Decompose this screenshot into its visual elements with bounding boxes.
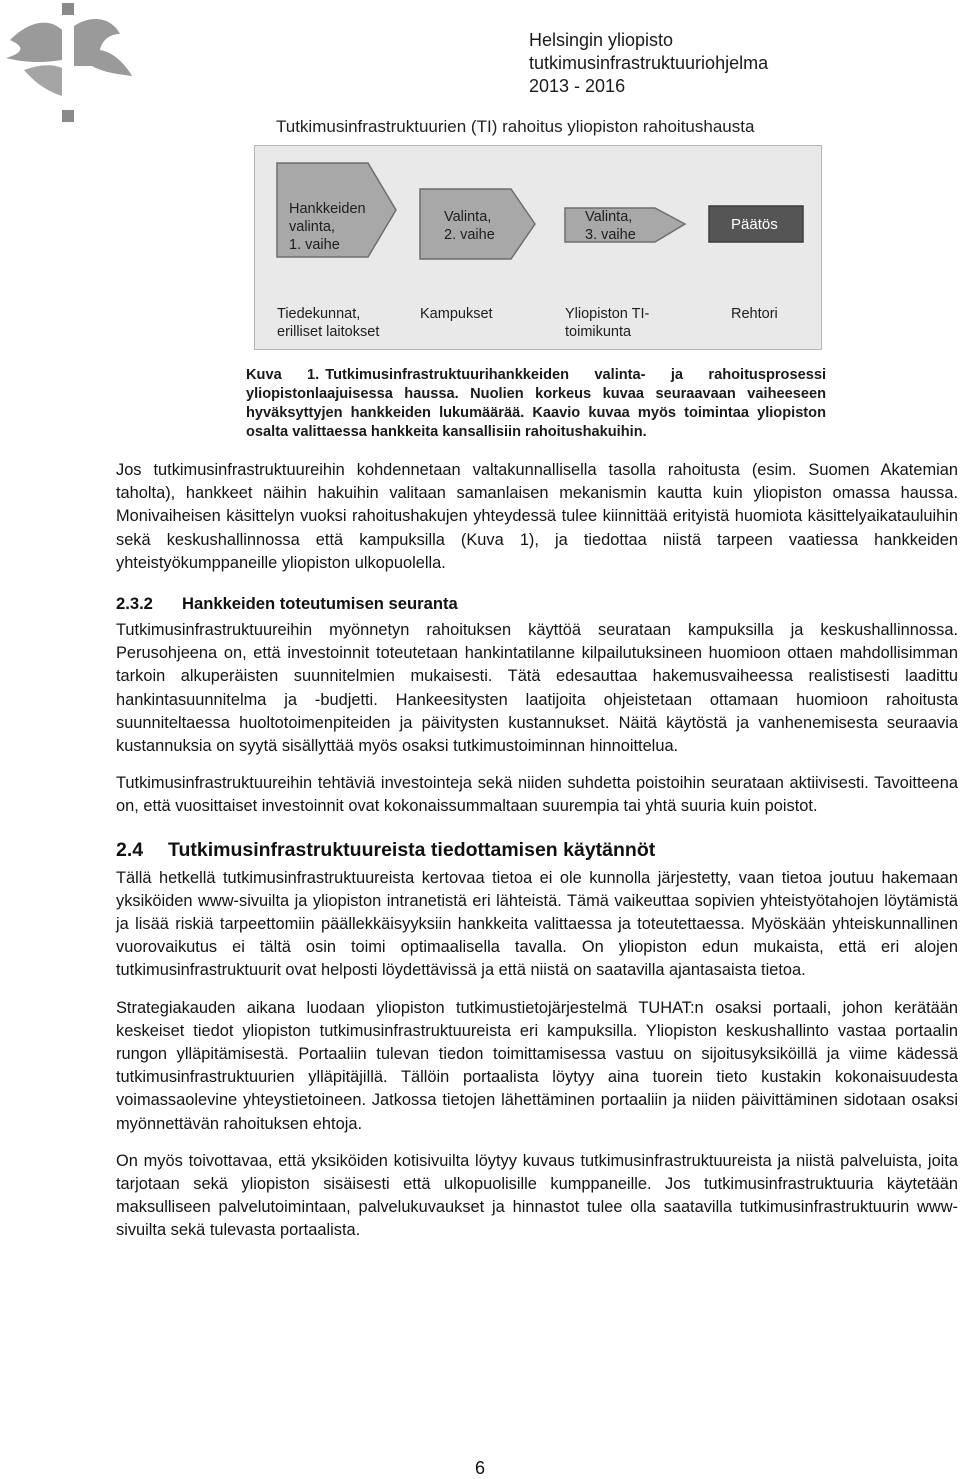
actor-label-faculties: Tiedekunnat, erilliset laitokset [277, 306, 380, 340]
caption-label: Kuva 1. [246, 367, 320, 383]
actor-label-committee: Yliopiston TI- toimikunta [565, 306, 650, 340]
section-number: 2.4 [116, 838, 144, 861]
paragraph-current-info: Tällä hetkellä tutkimusinfrastruktuureista kertovaa tietoa ei ole kunnolla järjestetty, vaan tietoa joutuu hakemaan yksiköiden www-sivuilta ja yliopiston intranetistä eri lähteistä. Tämä vaikeuttaa sopivien yhteistyötahojen löytämistä ja lisää riskiä tarpeettomiin päällekkäisyyksiin hankkeita valittaessa ja toteutettaessa. Myöskään yhteiskunnallinen vuorovaikutus ei tältä osin toimi optimaalisella tavalla. On yliopiston edun mukaista, että eri alojen tutkimusinfrastruktuurit ovat helposti löydettävissä ja että niistä on saatavilla ajantasaista tietoa. [116, 868, 958, 980]
paragraph-national-funding: Jos tutkimusinfrastruktuureihin kohdennetaan valtakunnallisella tasolla rahoitusta (esim. Suomen Akatemian taholta), hankkeet näihin hakuihin valitaan samanlaisen mekanismin kautta kuin yliopiston omassa haussa. Monivaiheisen käsittelyn vuoksi rahoitushakujen yhteydessä tulee kiinnittää erityistä huomiota käsittelyaikatauluihin sekä keskushallinnossa että kampuksilla (Kuva 1), ja tiedottaa niistä tarpeen vaatiessa hankkeiden yhteistyökumppaneille yliopiston ulkopuolella. [116, 461, 958, 572]
logo-flame-left [6, 23, 62, 62]
page-number: 6 [474, 1458, 485, 1478]
logo-flame-right [74, 19, 132, 76]
paragraph-homepages: On myös toivottavaa, että yksiköiden kotisivuilta löytyy kuvaus tutkimusinfrastruktuureista ja niistä palveluista, joita tarjotaan sekä yliopiston sisäisesti että ulkopuolisille kumppaneille. Jos tutkimusinfrastruktuuria käytetään maksulliseen palvelutoimintaan, palvelukuvaukset ja hinnastot tulee olla saatavilla tutkimusinfrastruktuurin www-sivuilta sekä tulevasta portaalista. [116, 1151, 958, 1240]
header-years: 2013 - 2016 [529, 76, 626, 96]
caption-text: Tutkimusinfrastruktuurihankkeiden valinta- ja rahoitusprosessi yliopistonlaajuisessa haussa. Nuolien korkeus kuvaa seuraavaan vaiheeseen hyväksyttyjen hankkeiden lukumäärää. Kaavio kuvaa myös toimintaa yliopiston osalta valittaessa hankkeita kansallisiin rahoitushakuihin. [246, 367, 826, 440]
paragraph-portal: Strategiakauden aikana luodaan yliopiston tutkimustietojärjestelmä TUHAT:n osaksi portaali, johon kerätään keskeiset tiedot yliopiston tutkimusinfrastruktuureista eri kampuksilla. Yliopiston keskushallinto vastaa portaalin rungon ylläpitämisestä. Portaaliin tulevan tiedon toimittamisessa vastuu on sijoitusyksiköillä ja viime kädessä tutkimusinfrastruktuurien ylläpitäjillä. Tällöin portaalista löytyy aina tuorein tieto kustakin kokonaisuudesta voimassaolevine yhteystietoineen. Jatkossa tietojen lähettäminen portaaliin ja niiden päivittäminen sidotaan osaksi myönnettävän rahoituksen ehtoja. [116, 998, 958, 1133]
figure-title: Tutkimusinfrastruktuurien (TI) rahoitus yliopiston rahoitushausta [276, 117, 755, 136]
paragraph-monitoring: Tutkimusinfrastruktuureihin myönnetyn rahoituksen käyttöä seurataan kampuksilla ja keskushallinnossa. Perusohjeena on, että investoinnit toteutetaan hankintatilanne kilpailutuksineen huomioon ottaen mahdollisimman tarkoin alkuperäisten suunnitelmien mukaisesti. Tätä edesauttaa hakemusvaiheessa realistisesti laadittu hankintasuunnitelma ja -budjetti. Hankeesitysten laatijoita ohjeistetaan ottamaan huomioon rahoitusta suunniteltaessa huoltotoimenpiteiden ja päivitysten kustannukset. Näitä käytöstä ja vanhenemisesta seuraavia kustannuksia on syytä sisällyttää myös osaksi tutkimustoiminnan hinnoittelua. [116, 621, 958, 756]
logo-square-top [62, 3, 74, 15]
logo-square-mid [62, 58, 74, 70]
decision-label: Päätös [731, 216, 778, 233]
university-logo [0, 0, 140, 128]
section-heading-2-3-2 [116, 593, 958, 615]
document-header [529, 29, 768, 98]
paragraph-investments: Tutkimusinfrastruktuureihin tehtäviä investointeja sekä niiden suhdetta poistoihin seurataan aktiivisesti. Tavoitteena on, että vuosittaiset investoinnit ovat kokonaissummaltaan suurempia tai yhtä suuria kuin poistot. [116, 774, 958, 816]
section-heading-2-4 [116, 837, 958, 863]
actor-label-campuses: Kampukset [420, 306, 493, 322]
section-number: 2.3.2 [116, 594, 153, 614]
section-title: Hankkeiden toteutumisen seuranta [182, 594, 458, 614]
header-university: Helsingin yliopisto [529, 30, 674, 50]
actor-label-rector: Rehtori [731, 306, 778, 322]
logo-square-bottom [62, 110, 74, 122]
process-diagram [254, 145, 822, 350]
stage-label-3: Valinta, 3. vaihe [585, 209, 636, 243]
header-program: tutkimusinfrastruktuuriohjelma [529, 53, 769, 73]
stage-label-1: Hankkeiden valinta, 1. vaihe [289, 201, 366, 253]
stage-label-2: Valinta, 2. vaihe [444, 209, 495, 243]
logo-flame-lower [24, 65, 62, 96]
figure-caption [246, 366, 826, 442]
document-body [116, 459, 958, 1257]
section-title: Tutkimusinfrastruktuureista tiedottamisen käytännöt [168, 838, 656, 861]
